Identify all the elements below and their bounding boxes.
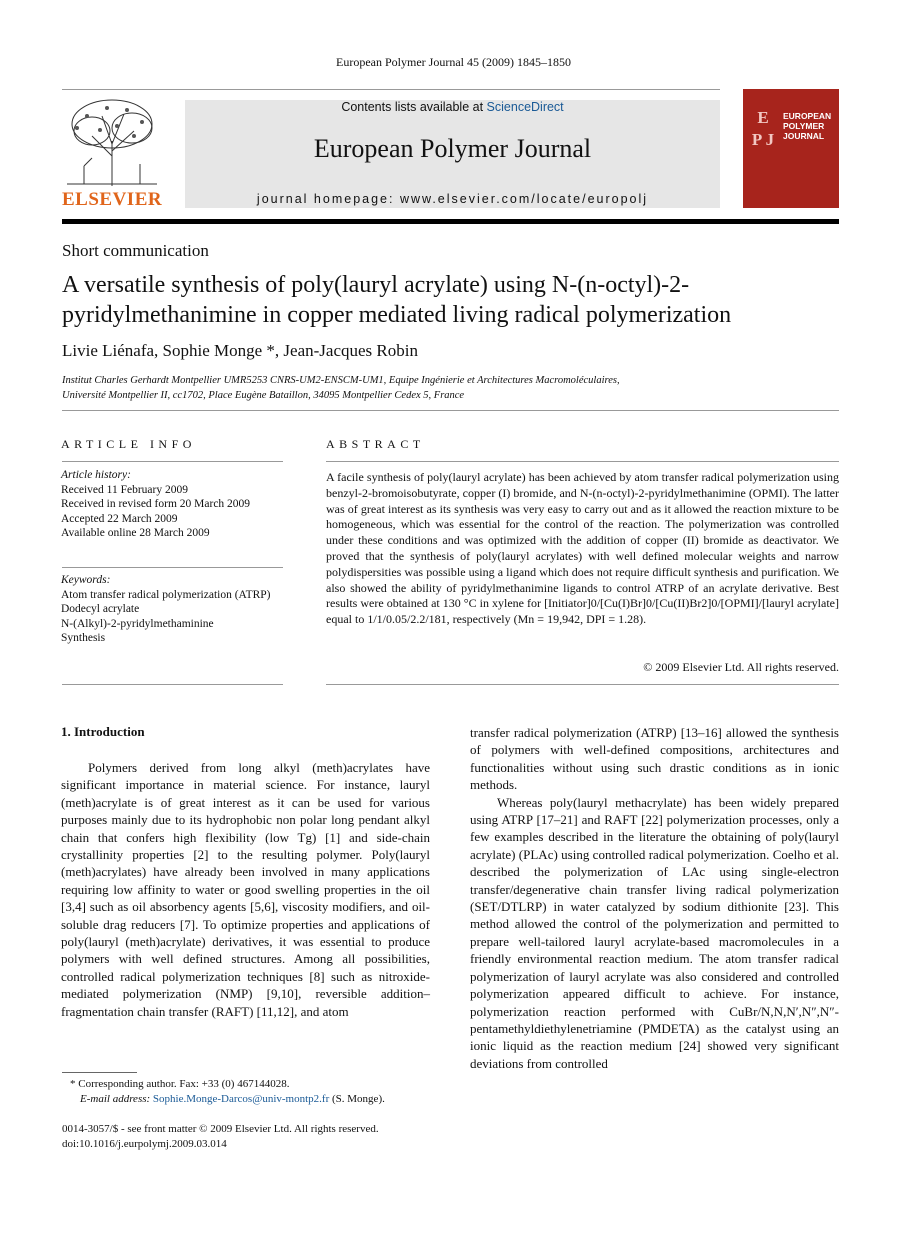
divider (326, 461, 839, 462)
abstract-heading: ABSTRACT (326, 437, 425, 451)
paragraph: Polymers derived from long alkyl (meth)acrylates have significant importance in material science. For instance, lauryl (meth)acrylate is of great interest as it can be used for various purposes mainly due to its hydrophobic non polar long pendant alkyl chain that confers high flexibility (low Tg) [1] and side-chain crystallinity properties [2] to the resulting polymer. Poly(lauryl (meth)acrylates) have already been involved in many applications requiring low affinity to water or good swelling properties in the oil [3,4] such as oil absorbency agents [5,6], viscosity modifiers, and oil-soluble drag reducers [7]. To optimize properties and applications of poly(lauryl (meth)acrylate) derivatives, it was essential to produce polymers with well defined structures. Among all possibilities, controlled radical polymerization techniques [8] such as nitroxide-mediated polymerization (NMP) [9,10], reversible addition–fragmentation chain transfer (RAFT) [11,12], and atom (61, 760, 430, 1019)
divider (62, 567, 283, 568)
keyword: Atom transfer radical polymerization (ATRP) (61, 588, 271, 601)
sciencedirect-link[interactable]: ScienceDirect (486, 100, 564, 114)
email-link[interactable]: Sophie.Monge-Darcos@univ-montp2.fr (152, 1092, 330, 1105)
journal-cover (743, 89, 839, 208)
header-rule (62, 89, 720, 90)
keywords-label: Keywords: (61, 574, 111, 586)
copyright: © 2009 Elsevier Ltd. All rights reserved. (643, 660, 839, 674)
keyword: Synthesis (61, 632, 106, 644)
article-type: Short communication (62, 241, 209, 260)
divider (62, 410, 839, 411)
history-item: Received in revised form 20 March 2009 (61, 498, 251, 510)
masthead-divider (62, 219, 839, 224)
affiliation-line-2: Université Montpellier II, cc1702, Place Eugène Bataillon, 34095 Montpellier Cedex 5, France (62, 390, 465, 401)
history-item: Accepted 22 March 2009 (61, 512, 178, 525)
affiliation (62, 373, 620, 403)
divider (62, 684, 283, 685)
footnote-rule (62, 1072, 137, 1073)
abstract-text: A facile synthesis of poly(lauryl acrylate) has been achieved by atom transfer radical polymerization using benzyl-2-bromoisobutyrate, copper (I) bromide, and N-(n-octyl)-2-pyridylmethanimine (OPMI). The latter was of great interest as its synthesis was very easy to carry out and as it allowed the reaction mixture to be homogeneous, which was essential for the control of the reaction. The polymerization was controlled under these conditions and was optimized with the addition of copper (II) bromide as deactivator. We proved that the synthesis of poly(lauryl acrylates) with well defined molecular weights and narrow polydispersities was possible using a ligand which does not require difficult synthesis and purification. We also showed the ability of pyridylmethanimine ligands to control ATRP of an acrylate derivative. Best results were obtained at 130 °C in xylene for [Initiator]0/[Cu(I)Br]0/[Cu(II)Br2]0/[OPMI]/[lauryl acrylate] equal to 1/1/0.05/2.2/181, respectively (Mn = 19,942, DPI = 1.28). (326, 470, 839, 627)
cover-letters: E P J (751, 108, 775, 149)
email-label: E-mail address: (80, 1092, 151, 1105)
paragraph: Whereas poly(lauryl methacrylate) has been widely prepared using ATRP [17–21] and RAFT [22] polymerization processes, only a few examples described in the literature the obtaining of poly(lauryl acrylate) (PLAc) using controlled radical polymerization. Coelho et al. described the polymerization of LAc using single-electron transfer/degenerative chain transfer living radical polymerization (SET/DTLRP) in water catalyzed by sodium dithionite [23]. This method allowed the control of the polymerization and permitted to prepare well-tailored lauryl acrylate-based macromolecules in a friendly environmental reaction medium. The atom transfer radical polymerization of lauryl acrylate was also considered and controlled polymerization appeared difficult to achieve. For instance, polymerization reaction performed with CuBr/N,N,N′,N″,N″-pentamethyldiethylenetriamine (PMDETA) as the catalyst using an ionic liquid as the reaction medium [24] showed very significant deviations from controlled (470, 794, 839, 1071)
affiliation-line-1: Institut Charles Gerhardt Montpellier UMR5253 CNRS-UM2-ENSCM-UM1, Equipe Ingénierie et Architectures Macromoléculaires, (62, 375, 620, 386)
keywords (61, 573, 271, 646)
keyword: Dodecyl acrylate (61, 603, 140, 615)
cover-title: EUROPEAN POLYMER JOURNAL (783, 111, 832, 141)
article-info-heading: ARTICLE INFO (61, 437, 196, 451)
keyword: N-(Alkyl)-2-pyridylmethaminine (61, 617, 214, 630)
divider (326, 684, 839, 685)
divider (62, 461, 283, 462)
journal-homepage[interactable]: journal homepage: www.elsevier.com/locate/europolj (256, 192, 649, 206)
body-column-left (61, 759, 430, 1020)
contents-line (185, 100, 720, 114)
article-history (61, 468, 250, 541)
journal-masthead (185, 100, 720, 208)
paragraph: transfer radical polymerization (ATRP) [13–16] allowed the synthesis of polymers with well-defined compositions, architectures and functionalities without using such drastic conditions as in ionic methods. (470, 725, 839, 793)
footnote (62, 1077, 431, 1106)
doi-line[interactable]: doi:10.1016/j.eurpolymj.2009.03.014 (62, 1137, 227, 1150)
author-list: Livie Liénafa, Sophie Monge *, Jean-Jacques Robin (62, 341, 418, 360)
history-item: Available online 28 March 2009 (61, 527, 210, 539)
elsevier-wordmark: ELSEVIER (62, 189, 163, 210)
issn-line: 0014-3057/$ - see front matter © 2009 Elsevier Ltd. All rights reserved. (62, 1123, 379, 1135)
corresponding-author: * Corresponding author. Fax: +33 (0) 467144028. (70, 1078, 290, 1090)
journal-reference: European Polymer Journal 45 (2009) 1845–1850 (336, 55, 571, 69)
contents-prefix: Contents lists available at (341, 100, 484, 114)
article-title: A versatile synthesis of poly(lauryl acrylate) using N-(n-octyl)-2-pyridylmethanimine in copper mediated living radical polymerization (62, 272, 732, 328)
email-line (62, 1092, 431, 1107)
tree-icon (62, 96, 162, 188)
history-item: Received 11 February 2009 (61, 483, 188, 496)
elsevier-logo (62, 96, 162, 211)
history-label: Article history: (61, 469, 131, 481)
email-suffix: (S. Monge). (332, 1092, 385, 1105)
body-column-right (470, 724, 839, 1072)
journal-title: European Polymer Journal (313, 134, 592, 163)
front-matter (62, 1122, 462, 1151)
section-heading: 1. Introduction (61, 724, 145, 739)
